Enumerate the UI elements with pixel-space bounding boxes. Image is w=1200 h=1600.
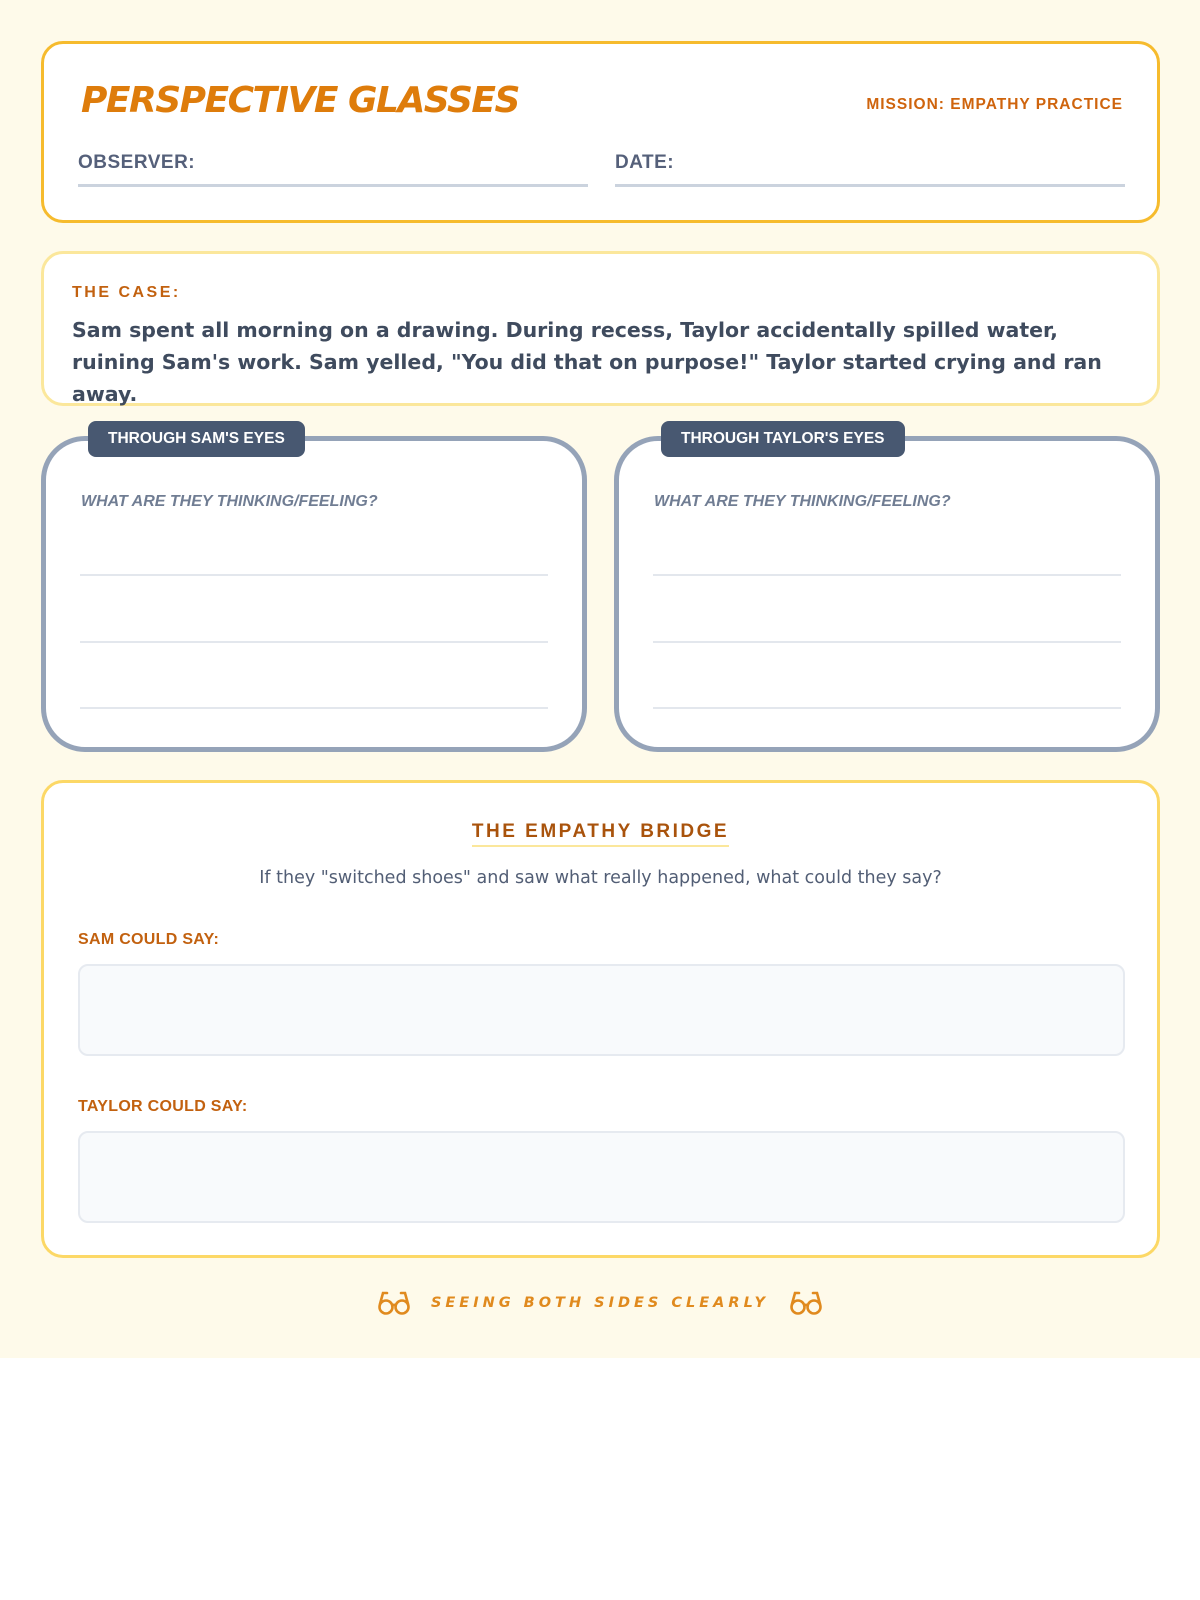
worksheet-title: PERSPECTIVE GLASSES: [81, 80, 519, 121]
sam-perspective-tab: THROUGH SAM'S EYES: [88, 421, 305, 457]
taylor-perspective-prompt: WHAT ARE THEY THINKING/FEELING?: [654, 493, 951, 510]
writing-line[interactable]: [80, 707, 548, 709]
taylor-answer-box[interactable]: [78, 1131, 1125, 1223]
observer-label: OBSERVER:: [78, 152, 196, 173]
case-text: Sam spent all morning on a drawing. During recess, Taylor accidentally spilled water, ruining Sam's work. Sam yelled, "You did that on purpose!" Taylor started crying and ran away.: [72, 318, 1102, 406]
header-card: [41, 41, 1160, 223]
case-card: [41, 251, 1160, 406]
footer-text: SEEING BOTH SIDES CLEARLY: [430, 1295, 770, 1311]
sam-perspective-prompt: WHAT ARE THEY THINKING/FEELING?: [81, 493, 378, 510]
taylor-could-say-label: TAYLOR COULD SAY:: [78, 1098, 248, 1115]
writing-line[interactable]: [80, 574, 548, 576]
sam-could-say-label: SAM COULD SAY:: [78, 931, 220, 948]
glasses-icon: [377, 1289, 411, 1317]
sam-answer-box[interactable]: [78, 964, 1125, 1056]
case-label: THE CASE:: [72, 284, 181, 301]
date-field[interactable]: [615, 152, 1125, 187]
glasses-icon: [789, 1289, 823, 1317]
empathy-bridge-card: [41, 780, 1160, 1258]
taylor-perspective-tab: THROUGH TAYLOR'S EYES: [661, 421, 905, 457]
footer: [0, 1285, 1200, 1321]
writing-line[interactable]: [653, 641, 1121, 643]
mission-label: MISSION: EMPATHY PRACTICE: [866, 96, 1123, 113]
bridge-title: THE EMPATHY BRIDGE: [472, 821, 729, 847]
bridge-subtitle: If they "switched shoes" and saw what really happened, what could they say?: [259, 868, 942, 888]
date-label: DATE:: [615, 152, 675, 173]
bridge-title-wrap: [44, 821, 1157, 847]
writing-line[interactable]: [653, 707, 1121, 709]
observer-field[interactable]: [78, 152, 588, 187]
writing-line[interactable]: [80, 641, 548, 643]
writing-line[interactable]: [653, 574, 1121, 576]
taylor-perspective-box: [614, 430, 1160, 752]
sam-perspective-box: [41, 430, 587, 752]
